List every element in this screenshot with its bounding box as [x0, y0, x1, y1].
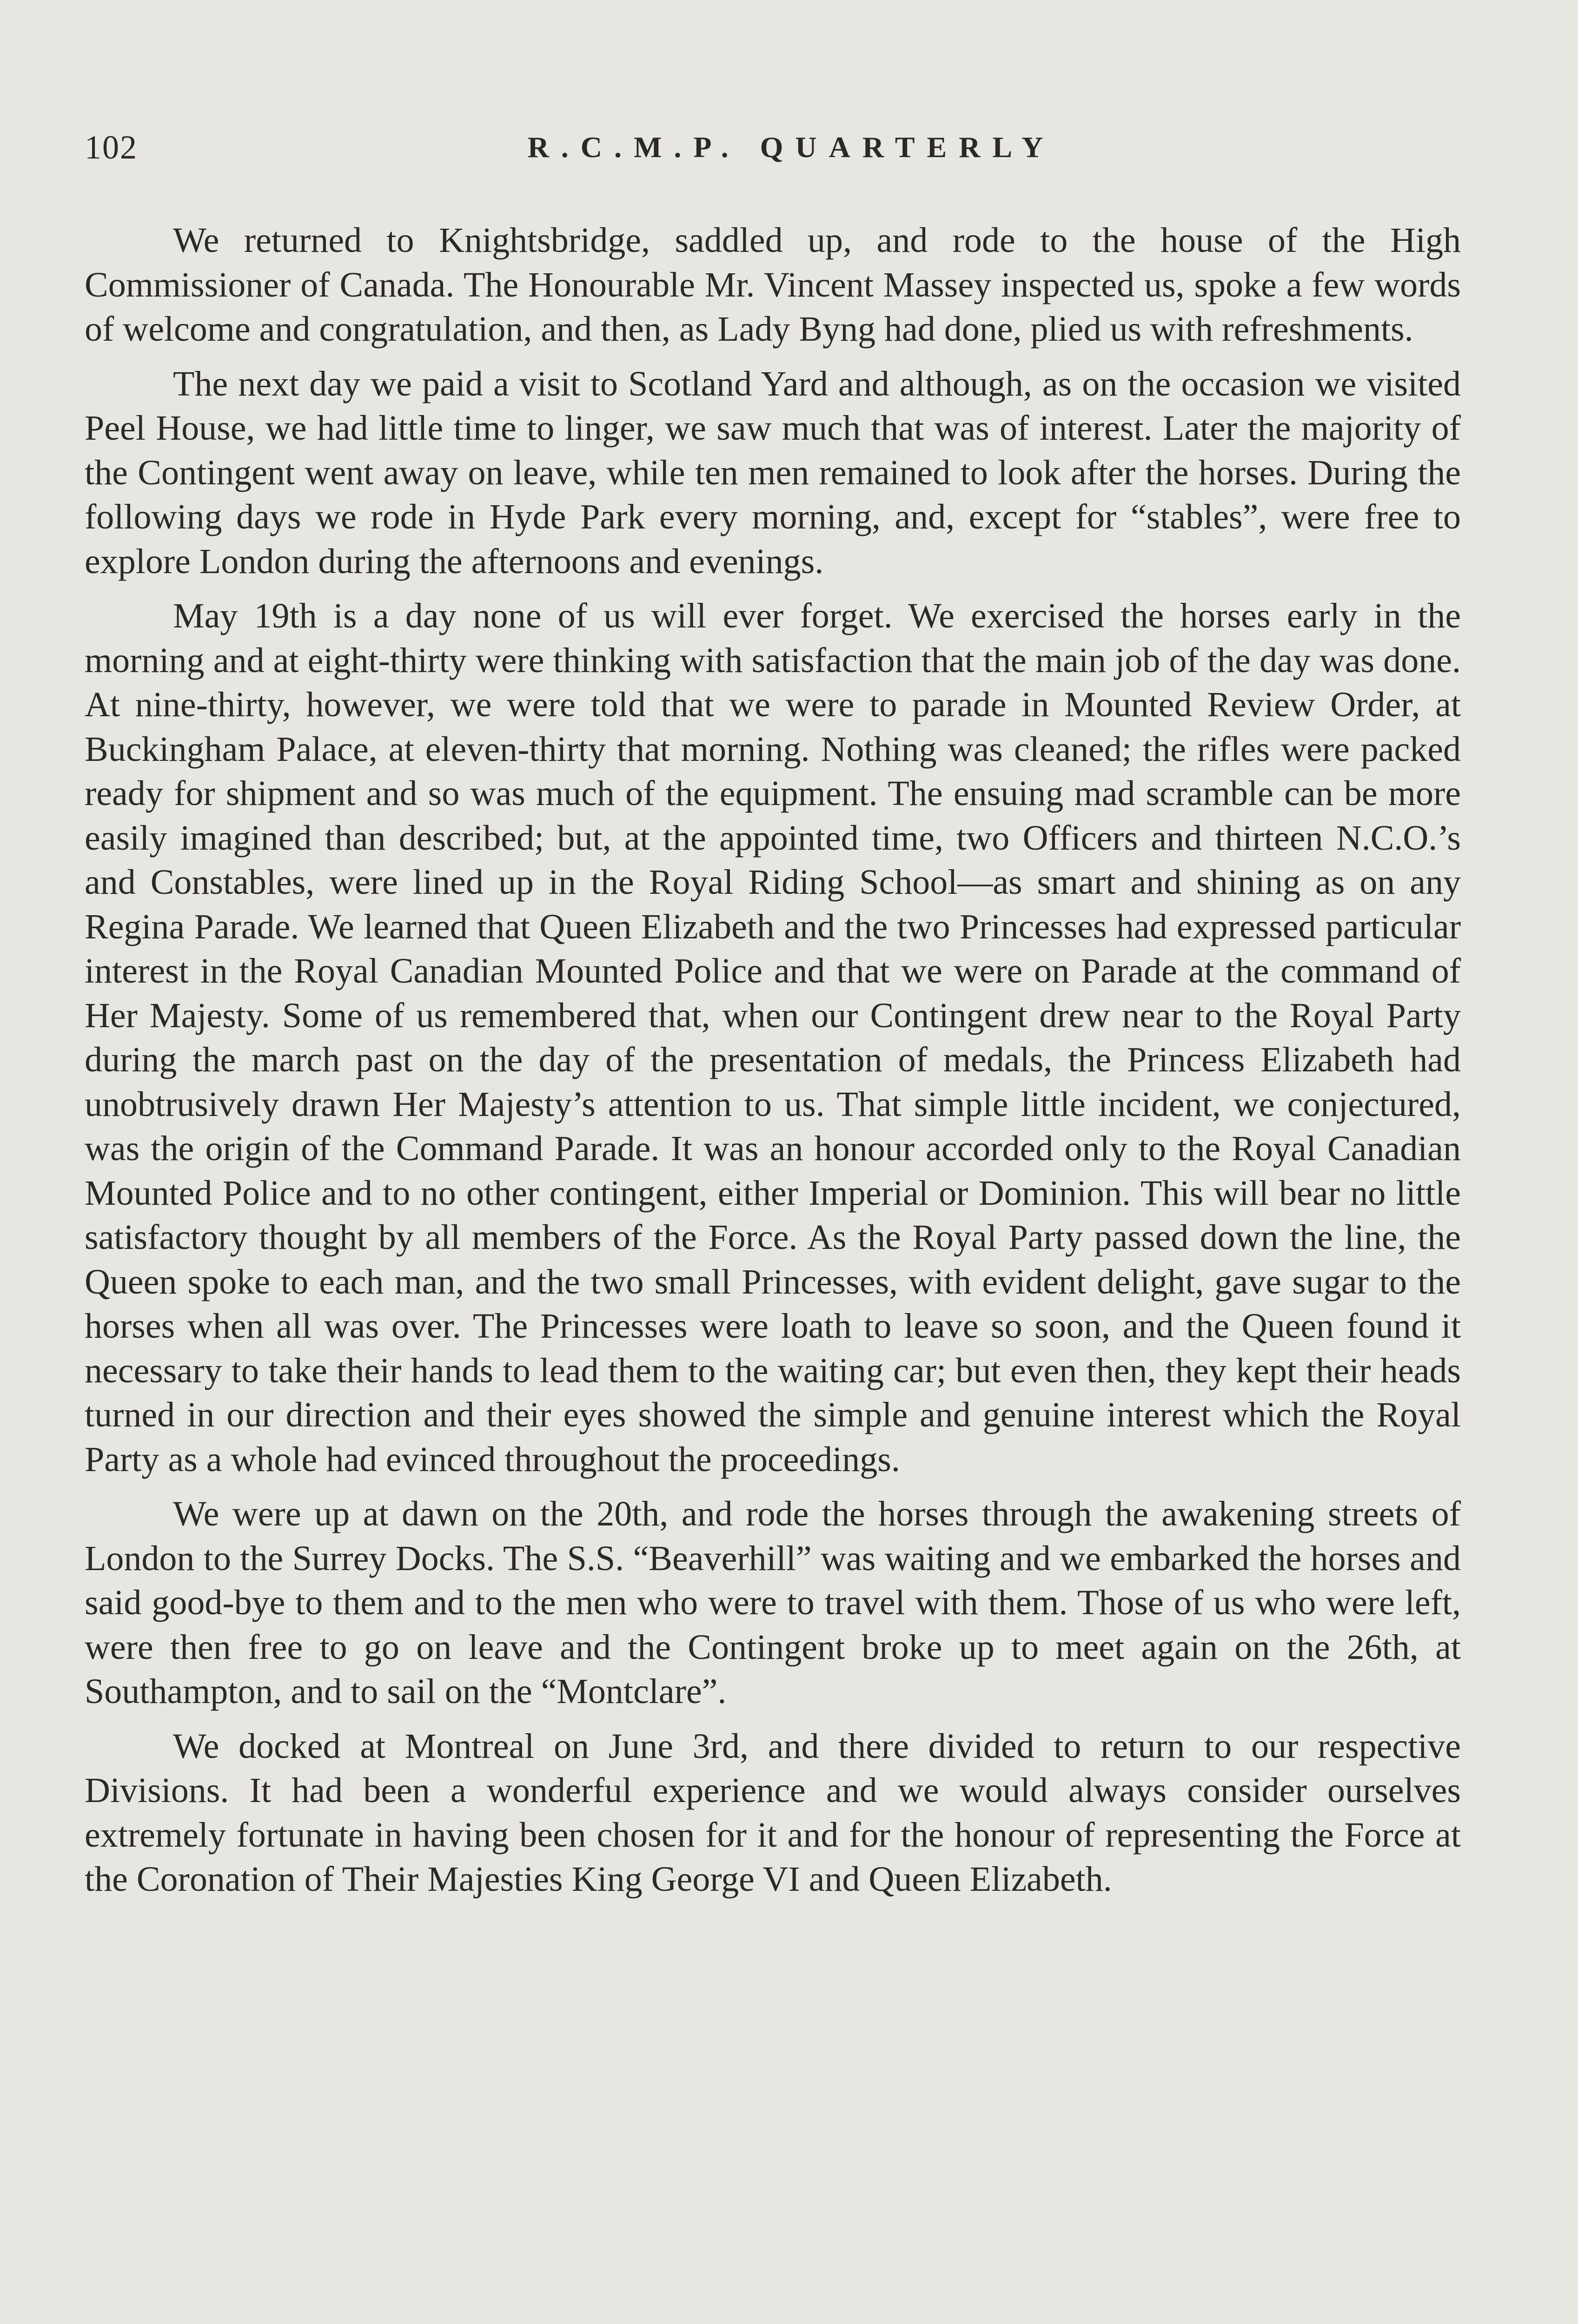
paragraph: The next day we paid a visit to Scotland Yard and although, as on the occasion we visited Peel House, we had little time to linger, we saw much that was of interest. Later the majority of the Contingent went away on leave, while ten men remained to look after the horses. During the following days we rode in Hyde Park every morning, and, except for “stables”, were free to explore London during the afternoons and evenings. [85, 364, 1461, 581]
paragraph: We docked at Montreal on June 3rd, and there divided to return to our respective Divisions. It had been a wonderful experience and we would always consider ourselves extremely fortunate in having been chosen for it and for the honour of representing the Force at the Coronation of Their Majesties King George VI and Queen Elizabeth. [85, 1726, 1461, 1899]
paragraph: We returned to Knightsbridge, saddled up, and rode to the house of the High Commissioner of Canada. The Honourable Mr. Vincent Massey inspected us, spoke a few words of welcome and congratulation, and then, as Lady Byng had done, plied us with refreshments. [85, 221, 1461, 349]
paragraph: We were up at dawn on the 20th, and rode the horses through the awakening streets of London to the Surrey Docks. The S.S. “Beaverhill” was waiting and we embarked the horses and said good-bye to them and to the men who were to travel with them. Those of us who were left, were then free to go on leave and the Contingent broke up to meet again on the 26th, at Southampton, and to sail on the “Montclare”. [85, 1494, 1461, 1711]
paragraph: May 19th is a day none of us will ever forget. We exercised the horses early in the morning and at eight-thirty were thinking with satisfaction that the main job of the day was done. At nine-thirty, however, we were told that we were to parade in Mounted Review Order, at Buckingham Palace, at eleven-thirty that morning. Nothing was cleaned; the rifles were packed ready for shipment and so was much of the equipment. The ensuing mad scramble can be more easily imagined than described; but, at the appointed time, two Officers and thirteen N.C.O.’s and Constables, were lined up in the Royal Riding School—as smart and shining as on any Regina Parade. We learned that Queen Elizabeth and the two Princesses had expressed particular interest in the Royal Canadian Mounted Police and that we were on Parade at the command of Her Majesty. Some of us remembered that, when our Contingent drew near to the Royal Party during the march past on the day of the presentation of medals, the Princess Elizabeth had unobtrusively drawn Her Majesty’s attention to us. That simple little incident, we conjectured, was the origin of the Command Parade. It was an honour accorded only to the Royal Canadian Mounted Police and to no other contingent, either Imperial or Dominion. This will bear no little satisfactory thought by all members of the Force. As the Royal Party passed down the line, the Queen spoke to each man, and the two small Princesses, with evident delight, gave sugar to the horses when all was over. The Princesses were loath to leave so soon, and the Queen found it necessary to take their hands to lead them to the waiting car; but even then, they kept their heads turned in our direction and their eyes showed the simple and genuine interest which the Royal Party as a whole had evinced throughout the proceedings. [85, 596, 1461, 1479]
running-head: R.C.M.P. QUARTERLY [527, 131, 1055, 164]
article-body [85, 218, 1461, 1912]
page-number: 102 [85, 129, 138, 166]
page-header [85, 122, 1461, 173]
